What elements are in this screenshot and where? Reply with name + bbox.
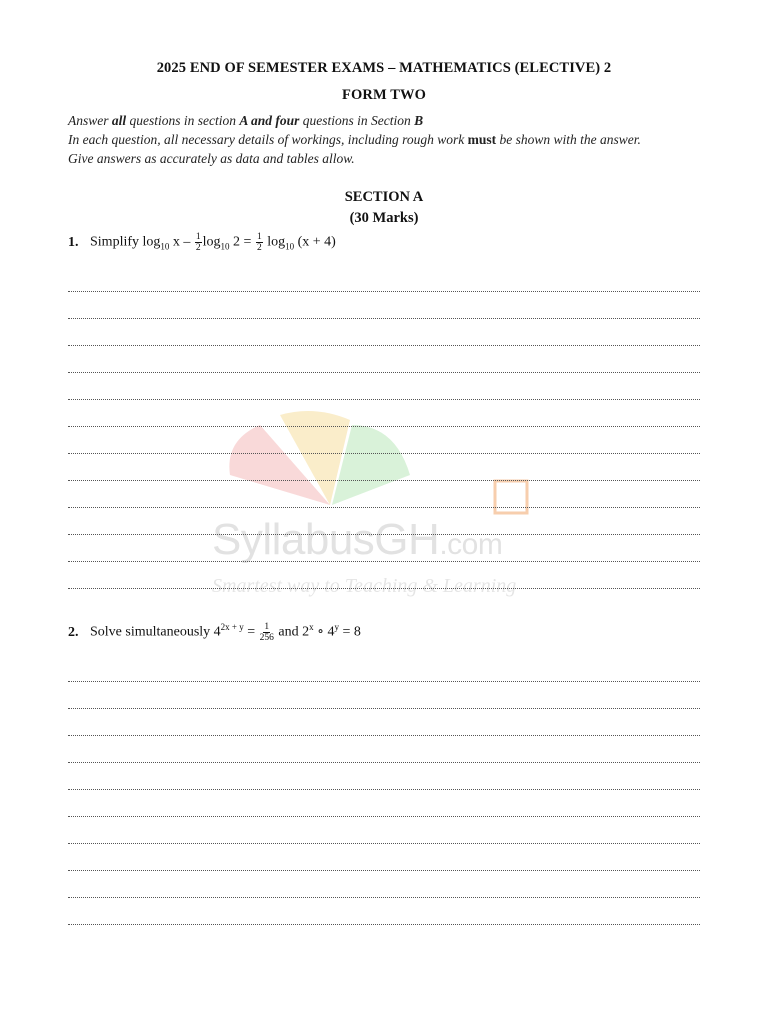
- exam-title: 2025 END OF SEMESTER EXAMS – MATHEMATICS (ELECTIVE) 2: [156, 60, 612, 76]
- answer-line[interactable]: [68, 898, 700, 925]
- answer-line[interactable]: [68, 346, 700, 373]
- answer-line[interactable]: [68, 400, 700, 427]
- answer-line[interactable]: [68, 709, 700, 736]
- section-title: SECTION A: [344, 189, 424, 205]
- answer-line[interactable]: [68, 790, 700, 817]
- answer-lines-q1[interactable]: [68, 265, 700, 589]
- answer-line[interactable]: [68, 736, 700, 763]
- instruction-line-1: Answer all questions in section A and four questions in Section B: [68, 113, 424, 128]
- question-2: [68, 622, 361, 643]
- watermark-brand: SyllabusGH.com: [212, 515, 503, 564]
- question-1: [68, 232, 336, 253]
- answer-lines-q2[interactable]: [68, 655, 700, 925]
- instruction-line-3: Give answers as accurately as data and tables allow.: [68, 151, 355, 166]
- instruction-line-2: In each question, all necessary details of workings, including rough work must be shown with the answer.: [68, 132, 641, 147]
- question-text: Solve simultaneously $4^{2x + y}$ = $\frac{1}{256}$ and 2$^x$ ∘ $4^y = 8$: [90, 622, 361, 643]
- watermark-tagline: Smartest way to Teaching & Learning: [212, 575, 517, 597]
- question-text: Simplify $\log_{10} x$ – $\frac{1}{2}$ $\log_{10} 2$ = $\frac{1}{2}$ $\log_{10} (x + 4)$: [90, 232, 336, 253]
- question-number: 2.: [68, 624, 79, 640]
- answer-line[interactable]: [68, 817, 700, 844]
- fraction: $\frac{1}{2}$: [256, 232, 262, 253]
- answer-line[interactable]: [68, 871, 700, 898]
- section-marks: (30 Marks): [349, 210, 419, 226]
- answer-line[interactable]: [68, 319, 700, 346]
- answer-line[interactable]: [68, 562, 700, 589]
- form-level: FORM TWO: [342, 87, 426, 103]
- answer-line[interactable]: [68, 481, 700, 508]
- answer-line[interactable]: [68, 655, 700, 682]
- fraction: $\frac{1}{256}$: [259, 622, 274, 643]
- answer-line[interactable]: [68, 535, 700, 562]
- fraction: $\frac{1}{2}$: [195, 232, 201, 253]
- answer-line[interactable]: [68, 427, 700, 454]
- answer-line[interactable]: [68, 508, 700, 535]
- answer-line[interactable]: [68, 373, 700, 400]
- question-number: 1.: [68, 234, 79, 250]
- answer-line[interactable]: [68, 682, 700, 709]
- answer-line[interactable]: [68, 265, 700, 292]
- answer-line[interactable]: [68, 292, 700, 319]
- answer-line[interactable]: [68, 844, 700, 871]
- answer-line[interactable]: [68, 763, 700, 790]
- answer-line[interactable]: [68, 454, 700, 481]
